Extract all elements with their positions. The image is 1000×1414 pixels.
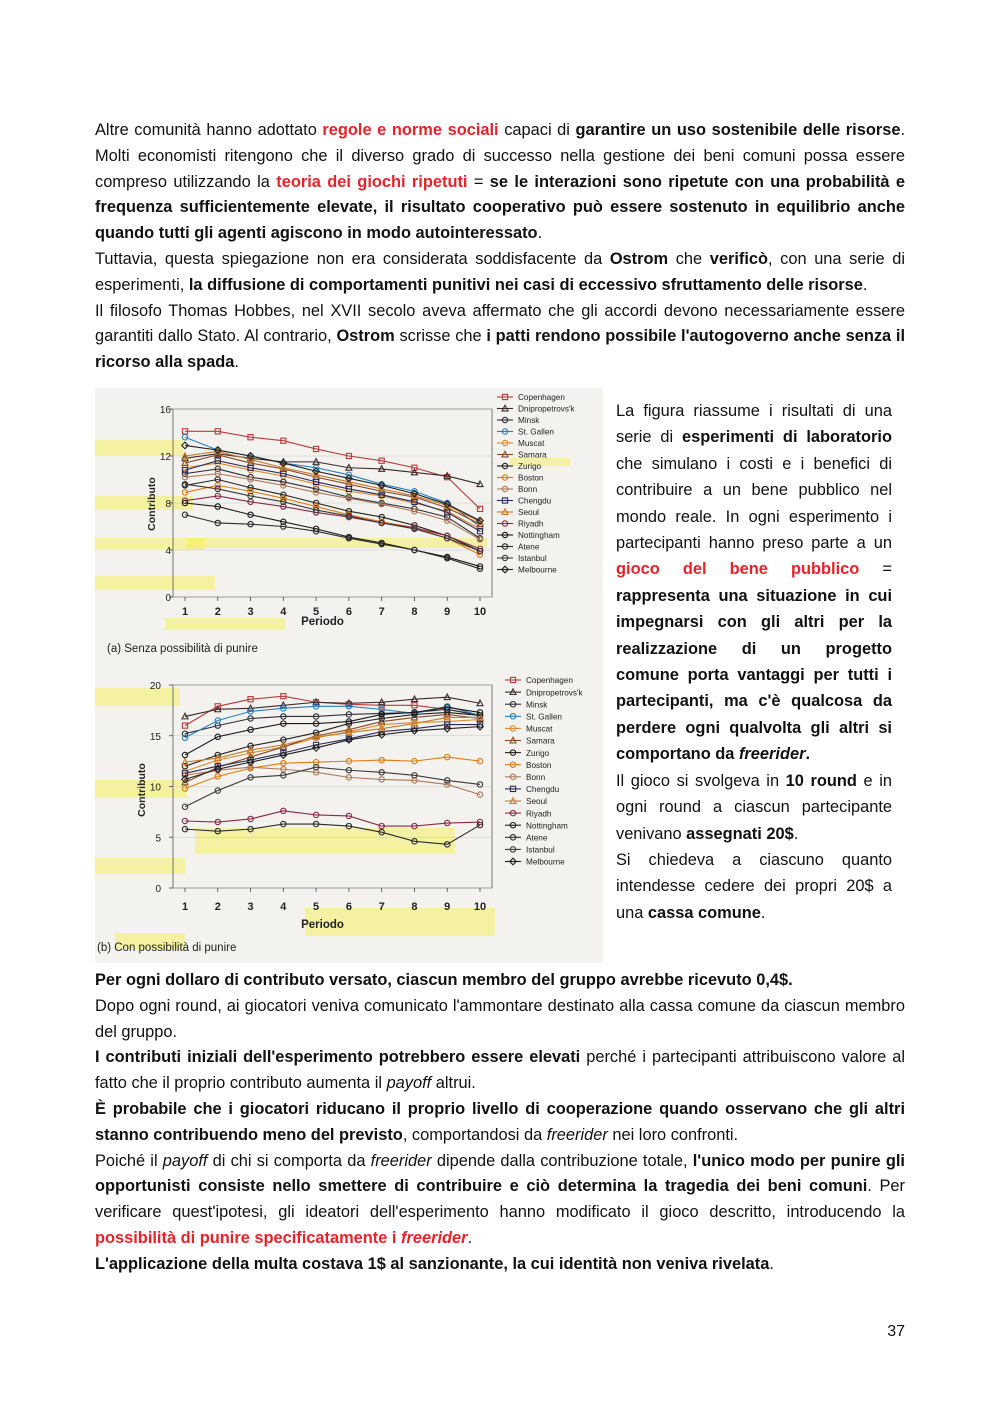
- legend-label: Riyadh: [526, 809, 552, 819]
- legend-label: St. Gallen: [526, 712, 562, 722]
- x-axis-title: Periodo: [301, 616, 344, 628]
- text-run: che simulano i costi e i benefici di contribuire a un bene pubblico nel mondo reale. In ogni esperimento i partecipanti hanno preso parte a un: [616, 454, 892, 553]
- y-axis-title: Contributo: [136, 763, 148, 817]
- y-tick-label: 10: [149, 782, 161, 794]
- x-axis-title: Periodo: [301, 919, 344, 931]
- text-run: regole e norme sociali: [322, 121, 499, 139]
- chart-caption: (b) Con possibilità di punire: [97, 942, 237, 954]
- highlight-mark: [95, 858, 185, 874]
- text-run: se le interazioni sono ripetute con una probabilità e frequenza sufficientemente elevate, il risultato cooperativo può essere sostenuto in equilibrio anche quando tutti gli agenti agiscono in modo autointeressato: [95, 172, 905, 243]
- series-line: [185, 474, 480, 540]
- series-line: [185, 707, 480, 755]
- x-tick-label: 7: [378, 901, 385, 913]
- legend-label: Chengdu: [526, 785, 560, 795]
- highlight-mark: [165, 618, 285, 630]
- text-run: freerider: [546, 1125, 608, 1144]
- text-run: Dopo ogni round, ai giocatori veniva comunicato l'ammontare destinato alla cassa comune da ciascun membro del gruppo.: [95, 996, 905, 1041]
- legend-label: Atene: [518, 542, 540, 552]
- text-run: gioco del bene pubblico: [616, 560, 860, 579]
- legend-label: Chengdu: [518, 496, 552, 506]
- x-tick-label: 6: [345, 901, 352, 913]
- series-line: [185, 725, 480, 774]
- x-tick-label: 6: [345, 606, 352, 618]
- text-run: Si chiedeva a ciascuno quanto intendesse cedere dei propri 20$ a una: [616, 850, 892, 922]
- intro-paragraph: [95, 118, 905, 247]
- text-run: L'applicazione della multa costava 1$ al sanzionante, la cui identità non veniva rivelata: [95, 1254, 770, 1273]
- text-run: I contributi iniziali dell'esperimento potrebbero essere elevati: [95, 1048, 581, 1067]
- text-run: .: [793, 824, 799, 843]
- y-tick-label: 15: [149, 731, 161, 743]
- text-run: garantire un uso sostenibile delle risorse: [575, 121, 901, 139]
- series-line: [185, 717, 480, 762]
- x-tick-label: 2: [214, 901, 221, 913]
- x-tick-label: 2: [214, 606, 221, 618]
- text-run: .: [537, 224, 543, 243]
- text-run: .: [760, 903, 766, 922]
- x-tick-label: 10: [473, 606, 487, 618]
- legend-label: Samara: [526, 736, 555, 746]
- series-line: [185, 811, 480, 826]
- text-run: 10 round: [785, 771, 857, 790]
- legend-label: Muscat: [518, 439, 545, 449]
- text-run: assegnati 20$: [686, 824, 794, 843]
- y-tick-label: 12: [159, 452, 171, 463]
- closing-paragraph: [95, 1149, 905, 1252]
- text-run: possibilità di punire specificatamente i: [95, 1228, 402, 1247]
- legend-label: Atene: [526, 833, 548, 843]
- legend-label: Nottingham: [518, 531, 560, 541]
- text-run: dipende dalla contribuzione totale,: [431, 1151, 693, 1170]
- text-run: La figura riassume i risultati di una serie di: [616, 402, 892, 447]
- text-run: verificò: [709, 249, 769, 268]
- text-run: Ostrom: [336, 327, 395, 346]
- legend-label: Melbourne: [518, 565, 557, 575]
- legend-label: Muscat: [526, 724, 553, 734]
- text-run: Tuttavia, questa spiegazione non era considerata soddisfacente da: [95, 249, 610, 268]
- text-run: .: [862, 275, 868, 294]
- text-run: altrui.: [431, 1074, 476, 1093]
- legend-label: Nottingham: [526, 821, 568, 831]
- text-run: .: [769, 1254, 774, 1273]
- text-run: che: [668, 249, 710, 268]
- page-number: 37: [887, 1323, 905, 1340]
- legend-label: Bonn: [518, 485, 538, 495]
- x-tick-label: 10: [473, 901, 487, 913]
- y-tick-label: 20: [149, 681, 161, 692]
- closing-paragraph: [95, 1252, 905, 1278]
- intro-text: [95, 118, 905, 376]
- series-line: [185, 757, 480, 788]
- x-tick-label: 3: [247, 606, 254, 618]
- legend-label: Copenhagen: [518, 393, 565, 403]
- text-run: .: [234, 353, 239, 372]
- x-tick-label: 8: [411, 901, 418, 913]
- experiment-charts-svg: [95, 388, 603, 963]
- closing-paragraph: [95, 1097, 905, 1149]
- text-run: .: [805, 745, 811, 764]
- text-run: Il gioco si svolgeva in: [616, 771, 786, 790]
- x-tick-label: 4: [280, 606, 287, 618]
- highlight-mark: [95, 576, 215, 590]
- legend-label: Istanbul: [518, 554, 547, 564]
- x-tick-label: 5: [313, 606, 320, 618]
- y-axis-title: Contributo: [146, 477, 158, 531]
- text-run: Il filosofo Thomas Hobbes, nel XVII secolo aveva affermato che gli accordi devono necessariamente essere garantiti dallo Stato. Al contrario,: [95, 301, 905, 346]
- text-run: .: [467, 1228, 473, 1247]
- text-run: perché i partecipanti attribuiscono valore al fatto che il proprio contributo aumenta il: [95, 1048, 905, 1093]
- text-run: i patti rendono possibile l'autogoverno anche senza il ricorso alla spada: [95, 327, 906, 372]
- legend-label: Dnipropetrovs'k: [526, 688, 583, 698]
- text-run: , comportandosi da: [402, 1125, 547, 1144]
- text-run: cassa comune: [647, 903, 761, 922]
- text-run: Poiché il: [95, 1151, 163, 1170]
- closing-paragraph: [95, 968, 905, 994]
- text-run: freerider: [370, 1151, 432, 1170]
- y-tick-label: 16: [159, 405, 171, 416]
- intro-paragraph: [95, 299, 905, 376]
- text-run: di chi si comporta da: [207, 1151, 371, 1170]
- x-tick-label: 8: [411, 606, 418, 618]
- text-run: . Per verificare quest'ipotesi, gli ideatori dell'esperimento hanno modificato il gioco descritto, introducendo la: [95, 1177, 905, 1222]
- closing-paragraph: [95, 1045, 905, 1097]
- y-tick-label: 5: [155, 833, 161, 845]
- text-run: =: [467, 172, 490, 191]
- text-run: Ostrom: [609, 249, 669, 268]
- text-run: È probabile che i giocatori riducano il proprio livello di cooperazione quando osservano che gli altri stanno contribuendo meno del previsto: [95, 1099, 905, 1144]
- legend-label: Istanbul: [526, 845, 555, 855]
- text-run: freerider: [401, 1228, 468, 1247]
- side-paragraph: [616, 847, 892, 926]
- legend-label: Boston: [526, 760, 552, 770]
- text-run: Altre comunità hanno adottato: [95, 121, 323, 139]
- closing-text: [95, 968, 905, 1278]
- text-run: . Molti economisti ritengono che il diverso grado di successo nella gestione dei beni comuni possa essere compreso utilizzando la: [95, 121, 906, 191]
- legend-label: Zurigo: [526, 748, 550, 758]
- legend-label: Minsk: [526, 700, 548, 710]
- x-tick-label: 1: [181, 901, 189, 913]
- legend-label: Zurigo: [518, 462, 542, 472]
- y-tick-label: 8: [165, 499, 171, 510]
- legend-label: Melbourne: [526, 857, 565, 867]
- text-run: esperimenti di laboratorio: [682, 428, 892, 447]
- side-paragraph: [616, 398, 892, 768]
- y-tick-label: 0: [155, 884, 161, 895]
- legend-label: Copenhagen: [526, 676, 573, 686]
- text-run: Per ogni dollaro di contributo versato, ciascun membro del gruppo avrebbe ricevuto 0,4$.: [95, 971, 793, 989]
- y-tick-label: 4: [165, 546, 171, 557]
- legend-label: Bonn: [526, 773, 546, 782]
- intro-paragraph: [95, 247, 905, 299]
- figure-description: [616, 398, 892, 926]
- text-run: scrisse che: [394, 327, 487, 346]
- legend-label: St. Gallen: [518, 427, 554, 437]
- text-run: e in ogni round a ciascun partecipante venivano: [616, 771, 893, 843]
- text-run: la diffusione di comportamenti punitivi nei casi di eccessivo sfruttamento delle risorse: [188, 275, 863, 294]
- text-run: nei loro confronti.: [607, 1125, 739, 1144]
- text-run: capaci di: [498, 121, 576, 139]
- legend-label: Riyadh: [518, 519, 544, 529]
- x-tick-label: 9: [444, 606, 451, 618]
- legend-label: Seoul: [518, 508, 539, 518]
- x-tick-label: 7: [378, 606, 385, 618]
- experiment-figure: [95, 388, 603, 963]
- text-run: teoria dei giochi ripetuti: [276, 172, 468, 191]
- highlight-mark: [187, 538, 487, 548]
- series-line: [185, 714, 480, 782]
- legend-label: Dnipropetrovs'k: [518, 404, 575, 414]
- legend-label: Seoul: [526, 797, 547, 807]
- x-tick-label: 5: [313, 901, 320, 913]
- text-run: =: [859, 560, 892, 579]
- x-tick-label: 1: [181, 606, 189, 618]
- series-line: [185, 451, 480, 522]
- text-run: , con una serie di esperimenti,: [95, 249, 905, 294]
- text-run: rappresenta una situazione in cui impegnarsi con gli altri per la realizzazione di un progetto comune porta vantaggi per tutti i partecipanti, ma c'è qualcosa da perdere ogni qualvolta gli altri si comportano da: [616, 586, 892, 764]
- series-line: [185, 463, 480, 529]
- highlight-mark: [95, 688, 180, 706]
- x-tick-label: 4: [280, 901, 287, 913]
- closing-paragraph: [95, 994, 905, 1046]
- series-line: [185, 767, 480, 794]
- text-run: payoff: [162, 1151, 208, 1170]
- x-tick-label: 3: [247, 901, 254, 913]
- legend-label: Minsk: [518, 416, 540, 426]
- text-run: freerider: [738, 745, 806, 764]
- text-run: l'unico modo per punire gli opportunisti consiste nello smettere di contribuire e ciò determina la tragedia dei beni comuni: [95, 1151, 905, 1196]
- series-line: [185, 431, 480, 509]
- legend-label: Samara: [518, 450, 547, 460]
- side-paragraph: [616, 768, 892, 847]
- text-run: payoff: [386, 1074, 432, 1093]
- y-tick-label: 0: [165, 593, 171, 604]
- legend-label: Boston: [518, 473, 544, 483]
- chart-caption: (a) Senza possibilità di punire: [107, 643, 258, 655]
- x-tick-label: 9: [444, 901, 451, 913]
